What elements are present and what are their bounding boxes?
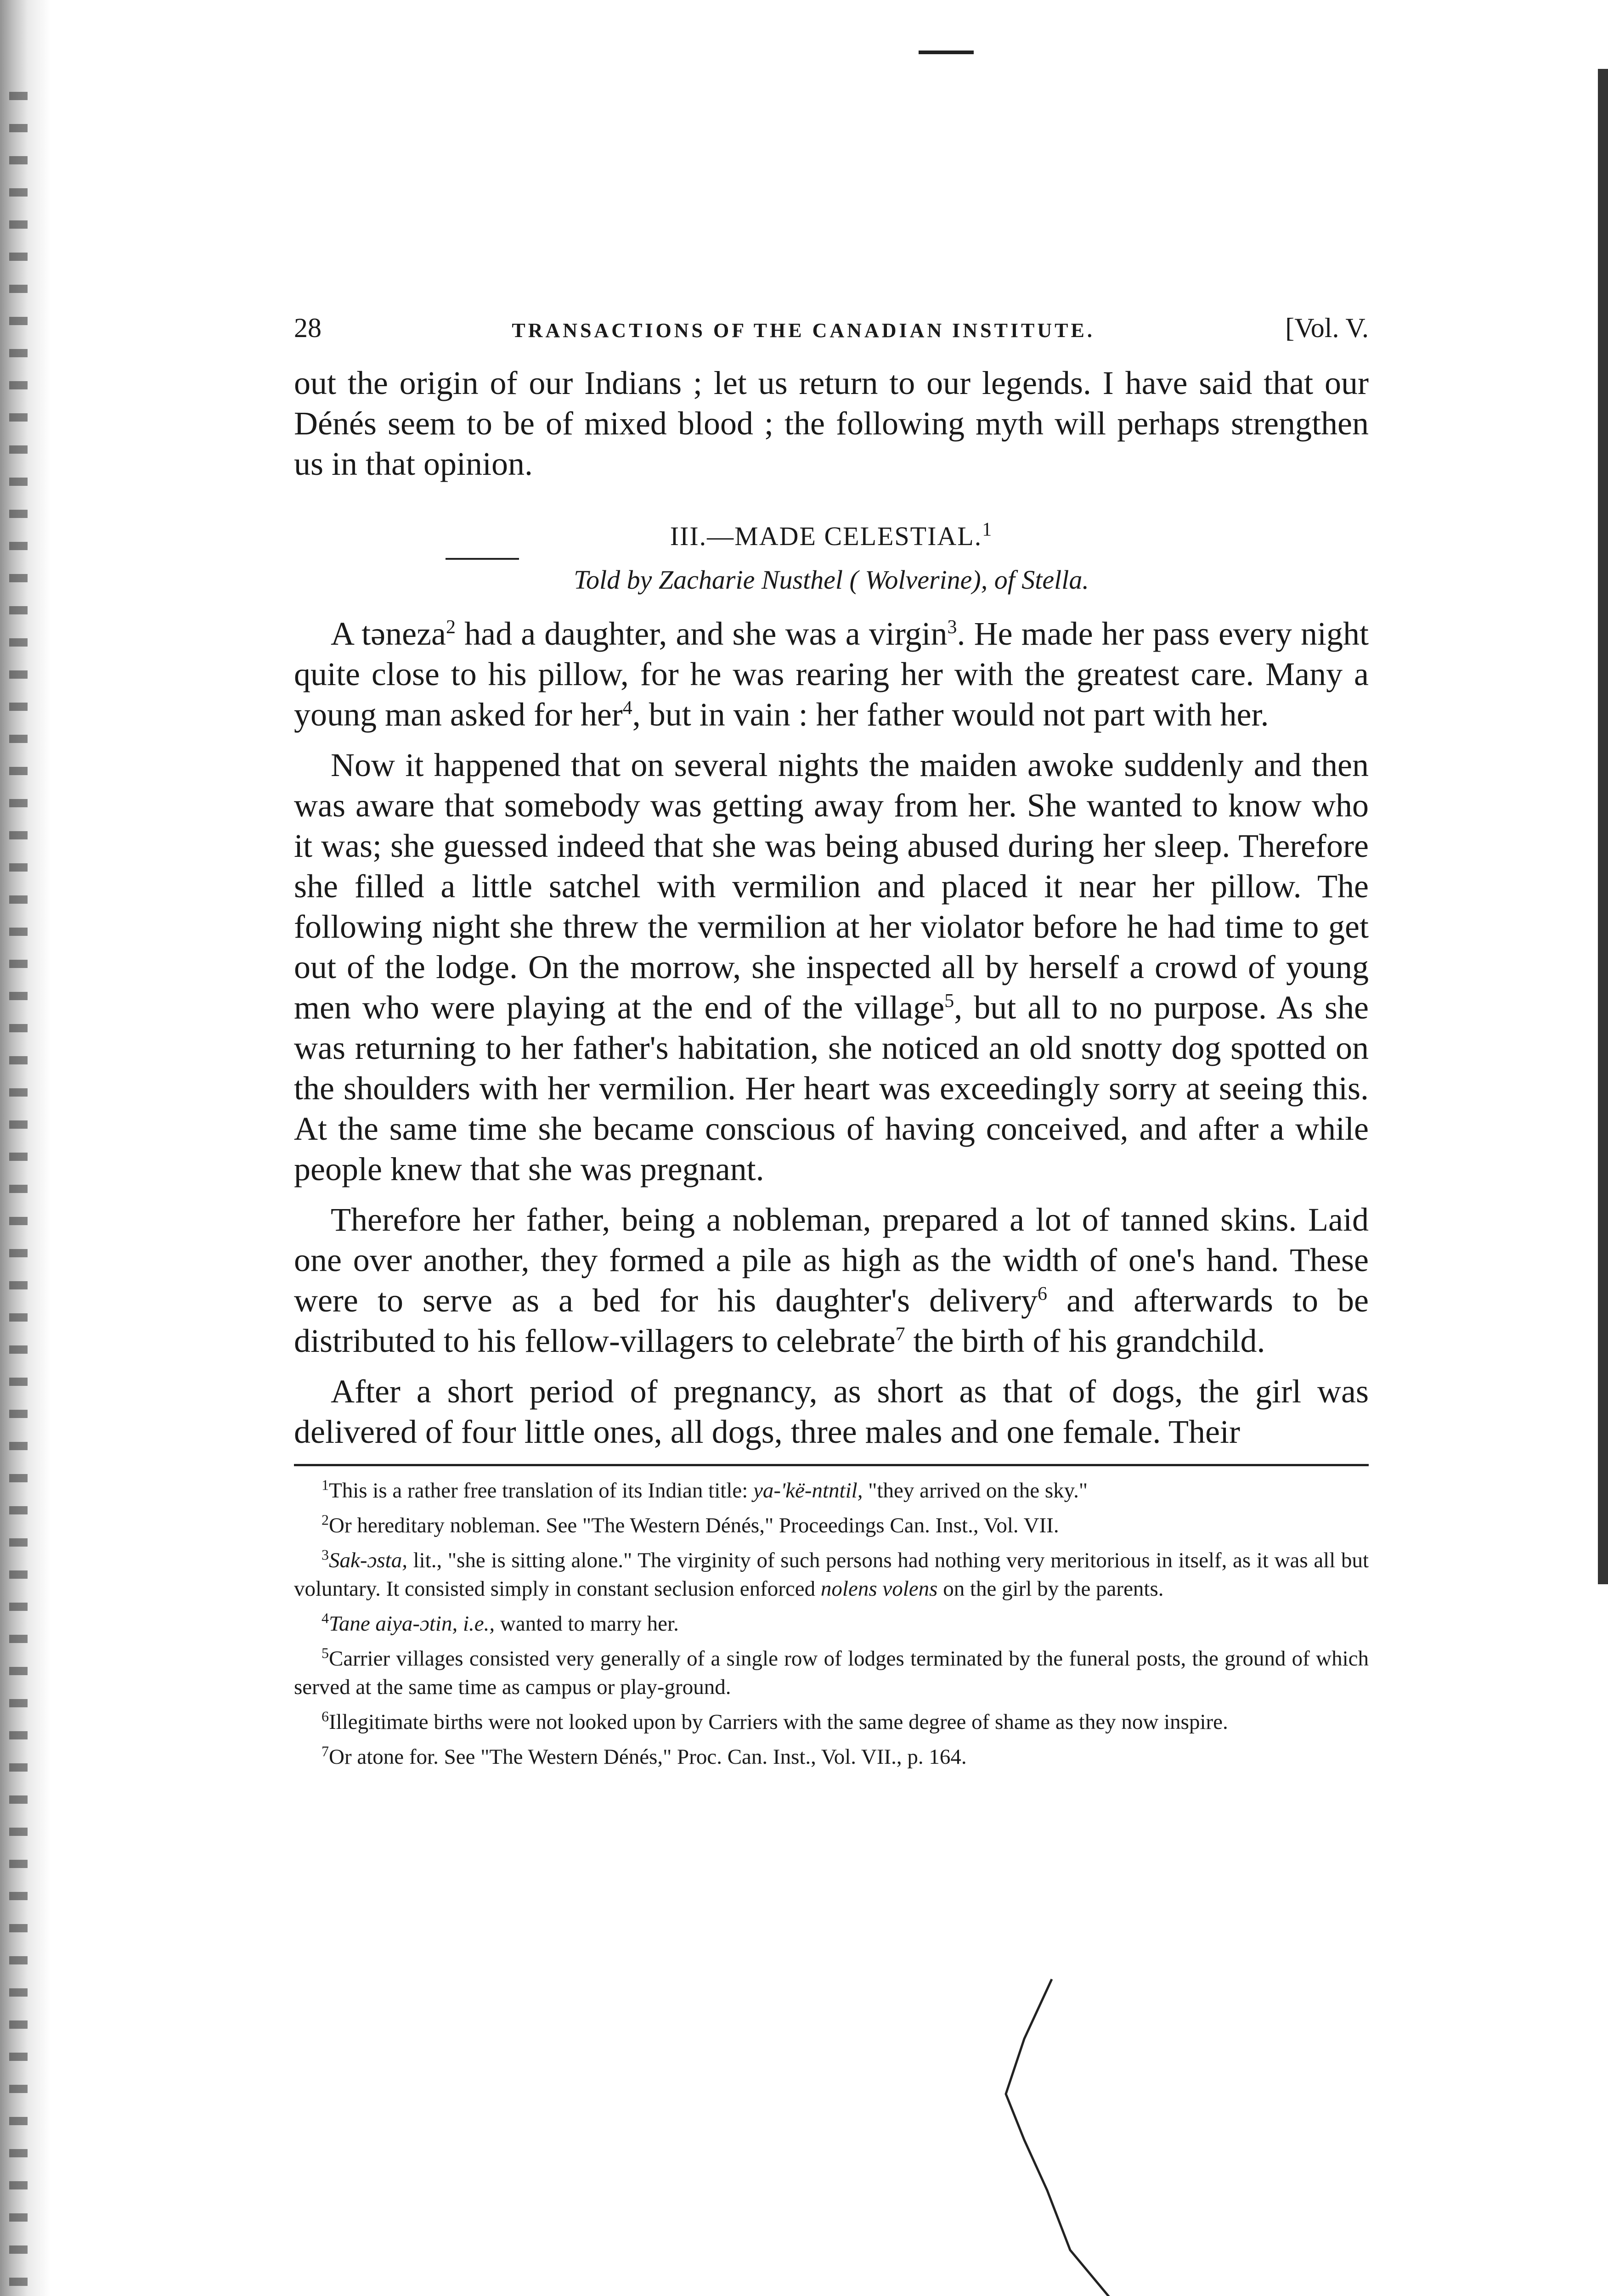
page-number: 28 bbox=[294, 313, 322, 343]
footnote-divider bbox=[294, 1464, 1369, 1466]
story-paragraph-1: A təneza$^2$ had a daughter, and she was a virgin$^3$. He made her pass every night quite close to his pillow, for he was rearing her with the greatest care. Many a young man asked for her$^4$, but in vain : her father would not part with her. bbox=[294, 615, 1369, 733]
scan-edge-right bbox=[1598, 69, 1608, 1584]
scan-mark-top bbox=[919, 51, 974, 54]
footnote-7: $^7$Or atone for. See "The Western Dénés," Proc. Can. Inst., Vol. VII., p. 164. bbox=[322, 1743, 967, 1769]
footnotes bbox=[294, 1476, 1369, 1771]
title-rule bbox=[446, 558, 519, 560]
footnote-3: $^3$Sak-ɔsta, lit., "she is sitting alone." The virginity of such persons had nothing very meritorious in itself, as it was all but voluntary. It consisted simply in constant seclusion enforced nolens volens on the girl by the parents. bbox=[294, 1546, 1369, 1601]
footnote-ref: 5 bbox=[944, 990, 954, 1012]
story-paragraph-4: After a short period of pregnancy, as short as that of dogs, the girl was delivered of four little ones, all dogs, three males and one female. Their bbox=[294, 1373, 1369, 1450]
page-header bbox=[294, 312, 1369, 363]
footnote-6: $^6$Illegitimate births were not looked upon by Carriers with the same degree of shame as they now inspire. bbox=[322, 1708, 1228, 1734]
running-title: TRANSACTIONS OF THE CANADIAN INSTITUTE. bbox=[512, 319, 1095, 342]
story-byline: Told by Zacharie Nusthel ( Wolverine), of Stella. bbox=[574, 565, 1089, 595]
footnote-ref: 4 bbox=[622, 698, 632, 719]
book-page bbox=[294, 312, 1369, 1778]
footnote-4: $^4$Tane aiya-ɔtin, i.e., wanted to marry her. bbox=[322, 1609, 679, 1636]
footnote-ref: 3 bbox=[947, 617, 957, 638]
intro-paragraph: out the origin of our Indians ; let us return to our legends. I have said that our Dénés seem to be of mixed blood ; the following myth will perhaps strengthen us in that opinion. bbox=[294, 365, 1369, 482]
footnote-ref: 1 bbox=[982, 519, 993, 540]
footnote-ref: 6 bbox=[1038, 1283, 1048, 1305]
footnote-5: $^5$Carrier villages consisted very generally of a single row of lodges terminated by the funeral posts, the ground of which served at the same time as campus or play-ground. bbox=[294, 1644, 1369, 1699]
footnote-2: $^2$Or hereditary nobleman. See "The Western Dénés," Proceedings Can. Inst., Vol. VII. bbox=[322, 1511, 1059, 1537]
footnote-ref: 2 bbox=[446, 617, 456, 638]
story-paragraph-2: Now it happened that on several nights the maiden awoke suddenly and then was aware that somebody was getting away from her. She wanted to know who it was; she guessed indeed that she was being abused during her sleep. Therefore she filled a little satchel with vermilion and placed it near her pillow. The following night she threw the vermilion at her violator before he had time to get out of the lodge. On the morrow, she inspected all by herself a crowd of young men who were playing at the end of the village$^5$, but all to no purpose. As she was returning to her father's habitation, she noticed an old snotty dog spotted on the shoulders with her vermilion. Her heart was exceedingly sorry at seeing this. At the same time she became conscious of having conceived, and after a while people knew that she was pregnant. bbox=[294, 747, 1369, 1187]
footnote-1: $^1$This is a rather free translation of its Indian title: ya-'kë-ntntil, "they arrived on the sky." bbox=[322, 1476, 1088, 1503]
story-paragraph-3: Therefore her father, being a nobleman, prepared a lot of tanned skins. Laid one over another, they formed a pile as high as the width of one's hand. These were to serve as a bed for his daughter's delivery$^6$ and afterwards to be distributed to his fellow-villagers to celebrate$^7$ the birth of his grandchild. bbox=[294, 1201, 1369, 1359]
footnote-ref: 7 bbox=[895, 1324, 905, 1345]
volume-label: [Vol. V. bbox=[1285, 313, 1369, 343]
scan-binding-marks bbox=[9, 92, 28, 2296]
section-title: III.—MADE CELESTIAL.$^1$ bbox=[670, 519, 993, 551]
paper-crack-mark bbox=[997, 1975, 1456, 2296]
